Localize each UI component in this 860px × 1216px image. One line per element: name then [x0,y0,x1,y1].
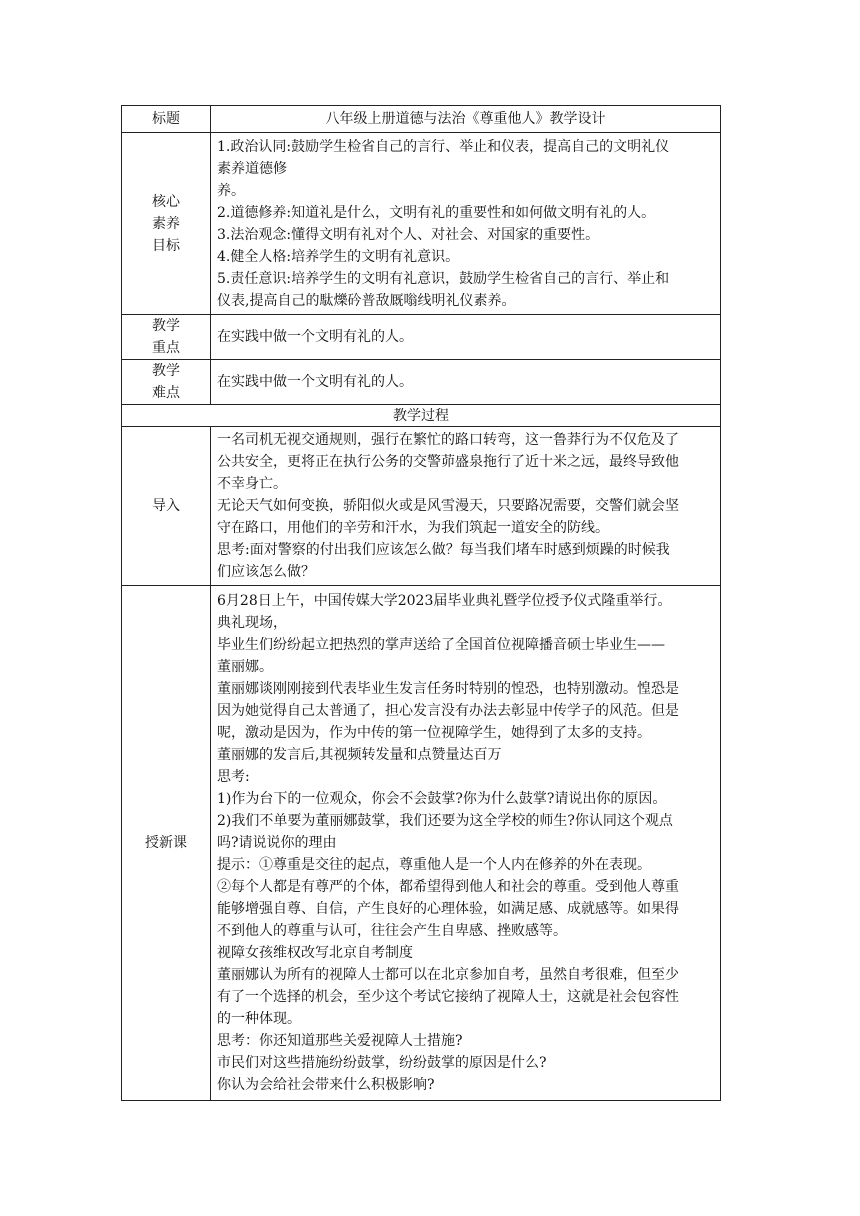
new-lesson-line: 吗?请说说你的理由 [217,835,337,851]
new-lesson-line: 你认为会给社会带来什么积极影响? [217,1077,435,1093]
core-line: 仪表,提高自己的駄爍砛普敌厩嗡线明礼仪素养。 [217,292,516,309]
new-lesson-line: 思考：你还知道那些关爱视障人士措施? [217,1033,463,1049]
core-content [211,133,721,315]
core-row [122,133,721,315]
intro-line: 一名司机无视交通规则，强行在繁忙的路口转弯，这一鲁莽行为不仅危及了 [217,432,679,448]
new-lesson-line: 毕业生们纷纷起立把热烈的掌声送给了全国首位视障播音硕士毕业生—— [217,637,665,653]
core-line: 养。 [217,182,245,199]
core-label-line: 素养 [152,215,180,232]
new-lesson-line: 6月28日上午，中国传媒大学2023届毕业典礼暨学位授予仪式隆重举行。 [217,593,672,609]
new-lesson-line: 提示：①尊重是交往的起点，尊重他人是一个人内在修养的外在表现。 [217,857,651,873]
title-value: 八年级上册道德与法治《尊重他人》教学设计 [211,106,721,133]
difficulty-row [122,360,721,405]
core-line: 素养道德修 [217,160,287,177]
new-lesson-line: 2)我们不单要为董丽娜鼓掌，我们还要为这全学校的师生?你认同这个观点 [217,813,673,829]
new-lesson-line: 董丽娜认为所有的视障人士都可以在北京参加自考，虽然自考很难，但至少 [217,967,679,983]
new-lesson-line: 1)作为台下的一位观众，你会不会鼓掌?你为什么鼓掌?请说出你的原因。 [217,791,667,807]
difficulty-label [122,360,211,405]
core-label-line: 目标 [152,237,180,254]
new-lesson-line: 市民们对这些措施纷纷鼓掌，纷纷鼓掌的原因是什么? [217,1055,547,1071]
focus-label [122,315,211,360]
core-line: 3.法治观念:懂得文明有礼对个人、对社会、对国家的重要性。 [217,226,600,243]
intro-line: 公共安全，更将正在执行公务的交警茆盛泉拖行了近十米之远，最终导致他 [217,454,679,470]
core-line: 2.道德修养:知道礼是什么，文明有礼的重要性和如何做文明有礼的人。 [217,204,656,221]
intro-content [211,427,721,586]
new-lesson-line: 董丽娜谈刚刚接到代表毕业生发言任务时特别的惶恐，也特别激动。惶恐是 [217,681,679,697]
focus-row [122,315,721,360]
focus-value: 在实践中做一个文明有礼的人。 [211,315,721,360]
intro-line: 们应该怎么做？ [217,564,315,580]
difficulty-value: 在实践中做一个文明有礼的人。 [211,360,721,405]
core-line: 1.政治认同:鼓励学生检省自己的言行、举止和仪表，提高自己的文明礼仪 [217,138,670,155]
new-lesson-line: 典礼现场， [217,615,287,631]
title-label: 标题 [122,106,211,133]
core-label [122,133,211,315]
new-lesson-line: 呢，激动是因为，作为中传的第一位视障学生，她得到了太多的支持。 [217,725,651,741]
new-lesson-label: 授新课 [122,586,211,1101]
focus-label-line: 重点 [152,340,180,356]
new-lesson-line: 能够增强自尊、自信，产生良好的心理体验，如满足感、成就感等。如果得 [217,901,679,917]
difficulty-label-line: 教学 [152,363,180,379]
new-lesson-content [211,586,721,1101]
core-label-line: 核心 [152,193,180,210]
intro-line: 不幸身亡。 [217,476,287,492]
core-line: 5.责任意识:培养学生的文明有礼意识，鼓励学生检省自己的言行、举止和 [217,270,670,287]
intro-label: 导入 [122,427,211,586]
difficulty-label-line: 难点 [152,385,180,401]
new-lesson-line: 视障女孩维权改写北京自考制度 [217,945,413,961]
new-lesson-line: 不到他人的尊重与认可，往往会产生自卑感、挫败感等。 [217,923,567,939]
intro-line: 守在路口，用他们的辛劳和汗水，为我们筑起一道安全的防线。 [217,520,609,536]
process-heading-row [122,405,721,427]
intro-line: 无论天气如何变换，骄阳似火或是风雪漫天，只要路况需要，交警们就会坚 [217,498,679,514]
new-lesson-line: 董丽娜的发言后,其视频转发量和点赞量达百万 [217,747,502,763]
process-heading: 教学过程 [122,405,721,427]
new-lesson-row [122,586,721,1101]
title-row [122,106,721,133]
new-lesson-line: 因为她觉得自己太普通了，担心发言没有办法去彰显中传学子的风范。但是 [217,703,679,719]
new-lesson-line: 有了一个选择的机会，至少这个考试它接纳了视障人士，这就是社会包容性 [217,989,679,1005]
new-lesson-line: 思考: [217,769,250,785]
intro-line: 思考:面对警察的付出我们应该怎么做？每当我们堵车时感到烦躁的时候我 [217,542,670,558]
lesson-plan-table [121,105,721,1101]
new-lesson-line: 的一种体现。 [217,1011,301,1027]
core-line: 4.健全人格:培养学生的文明有礼意识。 [217,248,460,265]
intro-row [122,427,721,586]
focus-label-line: 教学 [152,318,180,334]
new-lesson-line: ②每个人都是有尊严的个体，都希望得到他人和社会的尊重。受到他人尊重 [217,879,679,895]
new-lesson-line: 董丽娜。 [217,659,273,675]
